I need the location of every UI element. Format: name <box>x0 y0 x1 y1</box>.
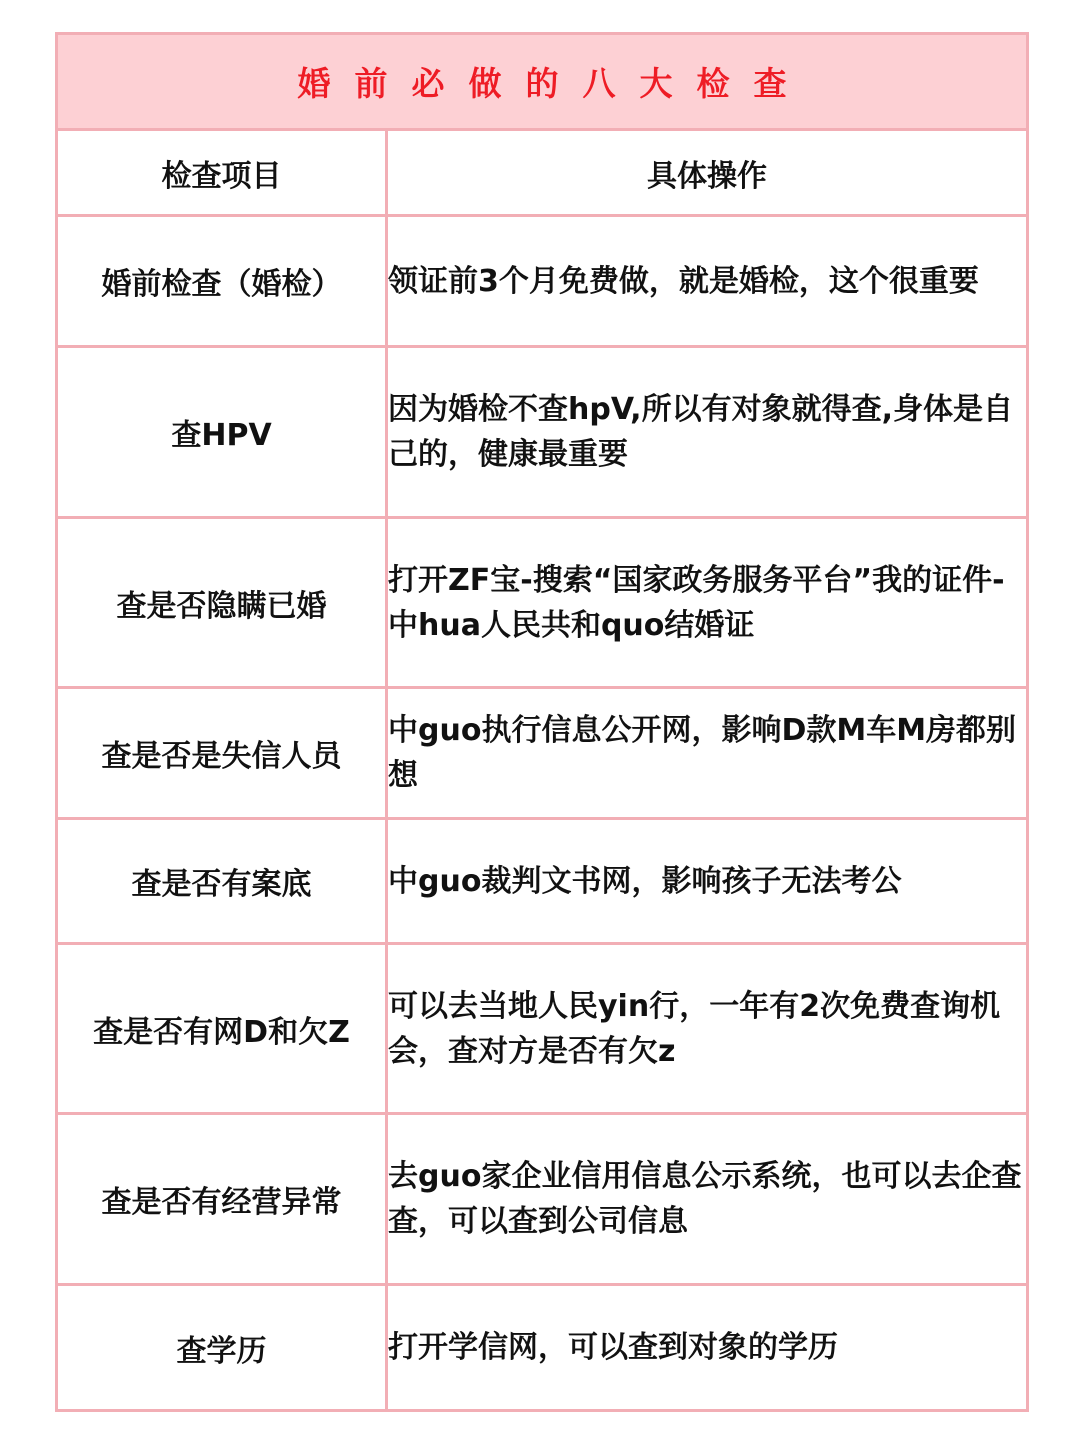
check-item: 查是否有网D和欠Z <box>57 944 387 1114</box>
table-title: 婚前必做的八大检查 <box>57 34 1028 130</box>
check-item: 查是否有经营异常 <box>57 1114 387 1285</box>
check-item: 查是否是失信人员 <box>57 688 387 819</box>
check-item: 查HPV <box>57 347 387 518</box>
table-row <box>57 819 1028 944</box>
check-item: 查是否有案底 <box>57 819 387 944</box>
header-check-item: 检查项目 <box>57 130 387 216</box>
operation-text: 打开学信网，可以查到对象的学历 <box>387 1285 1028 1411</box>
table-row <box>57 944 1028 1114</box>
operation-text: 因为婚检不查hpV,所以有对象就得查,身体是自己的，健康最重要 <box>387 347 1028 518</box>
table-row <box>57 347 1028 518</box>
operation-text: 去guo家企业信用信息公示系统，也可以去企查查，可以查到公司信息 <box>387 1114 1028 1285</box>
check-item: 查学历 <box>57 1285 387 1411</box>
header-operation: 具体操作 <box>387 130 1028 216</box>
operation-text: 打开ZF宝-搜索“国家政务服务平台”我的证件-中hua人民共和quo结婚证 <box>387 518 1028 688</box>
operation-text: 领证前3个月免费做，就是婚检，这个很重要 <box>387 216 1028 347</box>
check-item: 婚前检查（婚检） <box>57 216 387 347</box>
operation-text: 可以去当地人民yin行，一年有2次免费查询机会，查对方是否有欠z <box>387 944 1028 1114</box>
operation-text: 中guo裁判文书网，影响孩子无法考公 <box>387 819 1028 944</box>
check-item: 查是否隐瞒已婚 <box>57 518 387 688</box>
table-row <box>57 1114 1028 1285</box>
table-row <box>57 216 1028 347</box>
operation-text: 中guo执行信息公开网，影响D款M车M房都别想 <box>387 688 1028 819</box>
table-row <box>57 518 1028 688</box>
title-row <box>57 34 1028 130</box>
header-row <box>57 130 1028 216</box>
table-row <box>57 1285 1028 1411</box>
table-row <box>57 688 1028 819</box>
checklist-table <box>55 32 1029 1412</box>
